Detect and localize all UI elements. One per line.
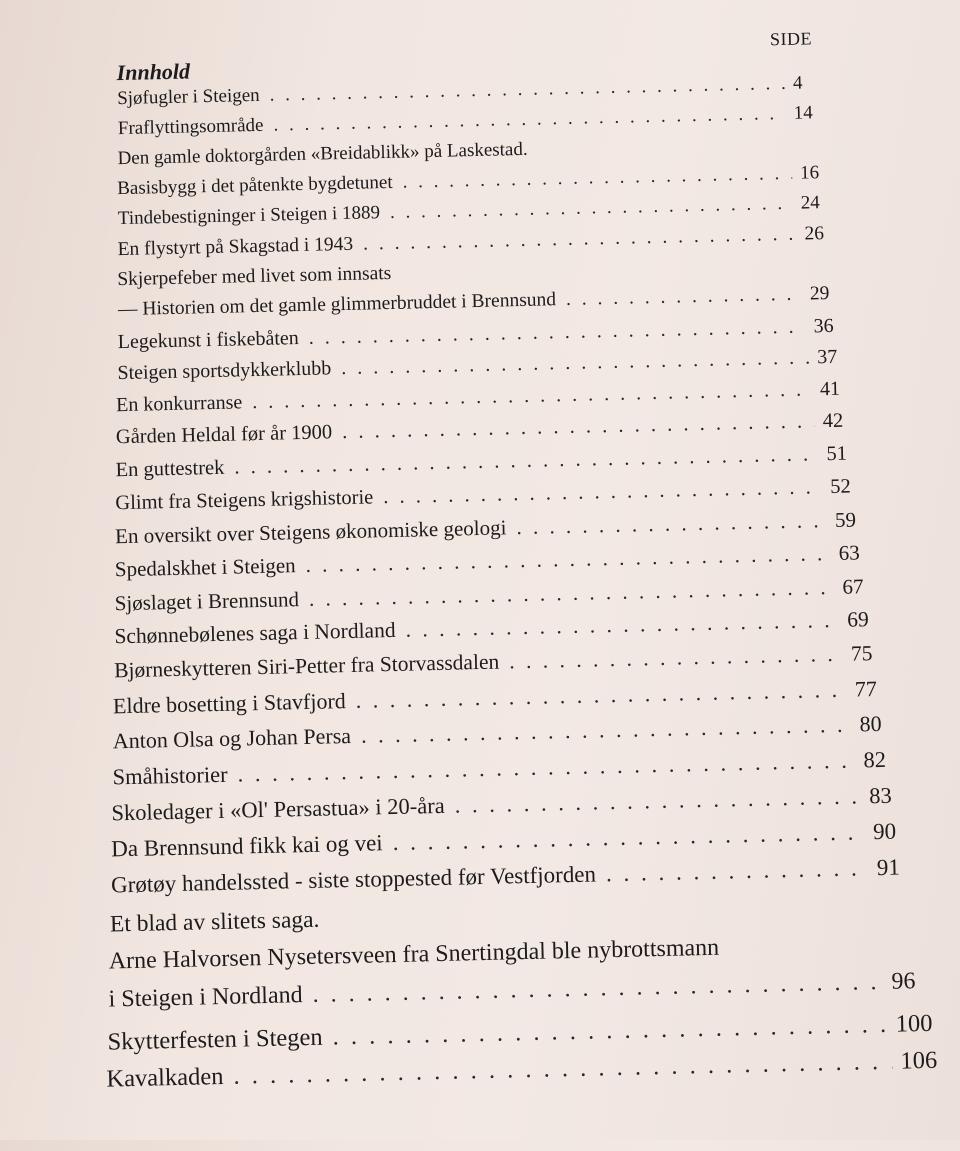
toc-entry-page: 90 xyxy=(872,818,897,845)
toc-entry-title: Anton Olsa og Johan Persa xyxy=(112,722,352,754)
dot-leader xyxy=(309,316,806,350)
dot-leader xyxy=(361,712,852,749)
toc-entry-title: Sjøslaget i Brennsund xyxy=(114,587,300,616)
dot-leader xyxy=(516,508,827,540)
toc-entry-title: Steigen sportsdykkerklubb xyxy=(117,357,332,385)
dot-leader xyxy=(566,284,802,311)
dot-leader xyxy=(383,476,822,509)
toc-entry-title: Fraflyttingsområde xyxy=(117,114,264,140)
toc-entry xyxy=(114,641,887,684)
toc-entry xyxy=(116,409,859,449)
toc-entry-page: 42 xyxy=(822,409,844,433)
toc-entry-page: 4 xyxy=(792,72,803,94)
toc-entry xyxy=(111,782,905,826)
dot-leader xyxy=(454,783,861,818)
dot-leader xyxy=(509,642,843,675)
toc-entry-page: 82 xyxy=(863,746,887,773)
toc-entry-title: Skytterfesten i Stegen xyxy=(107,1023,323,1056)
toc-entry-title: Spedalskhet i Steigen xyxy=(114,553,296,582)
toc-entry-title: Et blad av slitets saga. xyxy=(109,906,320,938)
toc-entry-title: Skoledager i «Ol' Persastua» i 20-åra xyxy=(111,792,445,826)
toc-entry-page: 63 xyxy=(838,540,860,565)
dot-leader xyxy=(390,193,793,224)
dot-leader xyxy=(233,1048,893,1091)
dot-leader xyxy=(355,677,847,714)
toc-entry-title: i Steigen i Nordland xyxy=(108,982,303,1013)
toc-entry-page: 51 xyxy=(826,442,848,466)
toc-entry-page: 91 xyxy=(876,854,901,881)
dot-leader xyxy=(234,443,819,479)
toc-entry-page: 24 xyxy=(800,192,820,214)
toc-entry-title: Grøtøy handelssted - siste stoppested før Vestfjorden xyxy=(110,861,597,898)
toc-entry-title: En flystyrt på Skagstad i 1943 xyxy=(117,233,354,261)
toc-entry-title: En konkurranse xyxy=(115,391,243,417)
toc-entry-page: 106 xyxy=(900,1046,938,1075)
toc-entry-title: Eldre bosetting i Stavfjord xyxy=(112,688,347,719)
toc-entry-title: Schønnebølenes saga i Nordland xyxy=(114,617,396,649)
dot-leader xyxy=(305,541,831,578)
toc-entry-title: Småhistorier xyxy=(112,761,228,790)
toc-entry-title: Kavalkaden xyxy=(106,1062,224,1093)
dot-leader xyxy=(312,969,883,1009)
toc-entry-page: 96 xyxy=(891,968,916,995)
dot-leader xyxy=(405,608,839,643)
toc-entry-title: Basisbygg i det påtenkte bygdetunet xyxy=(117,171,393,200)
toc-entry-page: 36 xyxy=(813,314,834,338)
dot-leader xyxy=(332,1011,888,1052)
toc-entry xyxy=(111,854,913,898)
toc-entry xyxy=(106,1047,937,1094)
dot-leader xyxy=(402,163,792,194)
toc-entry-title: En oversikt over Steigens økonomiske geologi xyxy=(114,515,507,549)
toc-entry xyxy=(112,747,899,791)
dot-leader xyxy=(341,346,810,380)
toc-entry-page: 67 xyxy=(842,574,864,599)
dot-leader xyxy=(309,575,835,612)
toc-entry-title: Legekunst i fiskebåten xyxy=(117,327,300,354)
toc-entry-page: 100 xyxy=(895,1009,933,1038)
toc-entry-title: Bjørneskytteren Siri-Petter fra Storvassdalen xyxy=(113,649,500,683)
toc-entry-title: Den gamle doktorgården «Breidablikk» på Laskestad. xyxy=(117,138,528,170)
toc-entry-page: 37 xyxy=(817,345,838,369)
toc-entry-title: Glimt fra Steigens krigshistorie xyxy=(115,486,374,515)
dot-leader xyxy=(237,748,855,788)
toc-entry xyxy=(111,818,909,862)
toc-entry-page: 75 xyxy=(850,641,873,666)
dot-leader xyxy=(392,819,865,856)
toc-entry-title: Arne Halvorsen Nysetersveen fra Snertingdal ble nybrottsmann xyxy=(108,934,720,975)
dot-leader xyxy=(269,73,785,107)
dot-leader xyxy=(606,855,869,887)
toc-entry-title: Sjøfugler i Steigen xyxy=(116,84,260,110)
toc-entry-page: 14 xyxy=(793,102,813,124)
toc-entry-title: Gården Heldal før år 1900 xyxy=(115,421,333,449)
toc-entry-page: 29 xyxy=(809,283,830,305)
toc-entry-page: 59 xyxy=(834,507,857,532)
toc-entry-title: En guttestrek xyxy=(115,456,225,482)
page-column-label: SIDE xyxy=(769,28,813,50)
toc-entry-title: Skjerpefeber med livet som innsats xyxy=(117,262,392,291)
dot-leader xyxy=(342,410,815,444)
dot-leader xyxy=(363,224,797,256)
toc-entry-page: 69 xyxy=(846,607,869,632)
toc-entry-page: 41 xyxy=(819,377,841,401)
toc-entry-title: Tindebestigninger i Steigen i 1889 xyxy=(117,202,381,230)
toc-entry-title: — Historien om det gamle glimmerbruddet i Brennsund xyxy=(117,289,557,321)
toc-entry xyxy=(108,968,927,1014)
dot-leader xyxy=(273,103,786,137)
toc-entry-page: 26 xyxy=(804,223,825,245)
toc-entry-title: Da Brennsund fikk kai og vei xyxy=(110,830,383,862)
toc-entry-page: 80 xyxy=(859,710,882,737)
page-title: Innhold xyxy=(116,58,191,86)
toc-entry xyxy=(115,442,862,482)
toc-entry xyxy=(112,711,895,755)
toc-entry-page: 52 xyxy=(829,475,851,499)
dot-leader xyxy=(252,378,812,414)
toc-entry-page: 77 xyxy=(854,676,878,702)
toc-entry xyxy=(110,893,918,938)
toc-entry-page: 83 xyxy=(868,782,892,809)
toc-entry-page: 16 xyxy=(799,162,820,184)
toc-entry xyxy=(108,930,922,975)
